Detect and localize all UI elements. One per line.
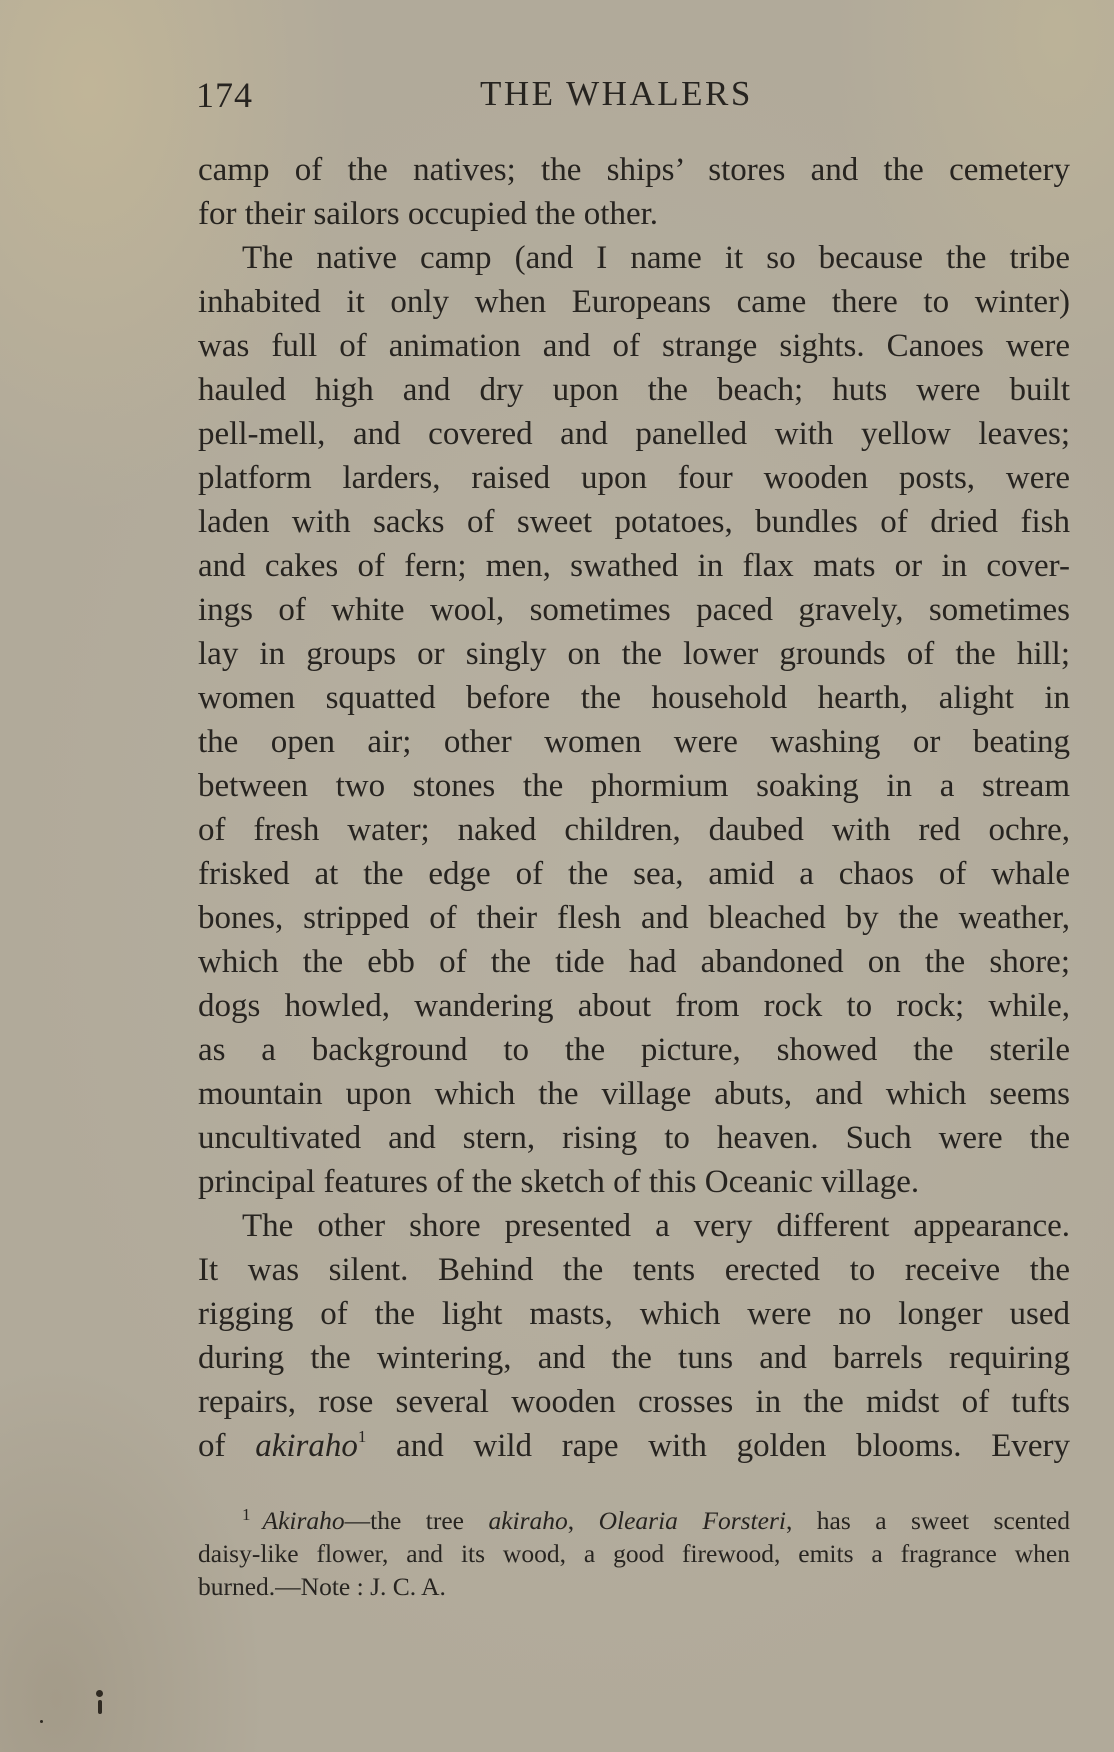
text-line: laden with sacks of sweet potatoes, bundles of dried fish	[198, 504, 1070, 540]
text-line: which the ebb of the tide had abandoned on the shore;	[198, 944, 1070, 980]
body-text	[198, 148, 1070, 1468]
text-line: inhabited it only when Europeans came there to winter)	[198, 284, 1070, 320]
text-line: for their sailors occupied the other.	[198, 196, 659, 232]
text-line-with-note	[198, 1424, 1070, 1468]
text-line: as a background to the picture, showed the sterile	[198, 1032, 1070, 1068]
text-line: pell-mell, and covered and panelled with yellow leaves;	[198, 416, 1070, 452]
text-fragment: , has a sweet scented	[785, 1506, 1070, 1535]
text-line: ings of white wool, sometimes paced gravely, sometimes	[198, 592, 1070, 628]
footnote-reference: 1	[357, 1427, 367, 1446]
footnote-line	[198, 1504, 1070, 1537]
text-line: during the wintering, and the tuns and barrels requiring	[198, 1340, 1070, 1376]
page-number: 174	[196, 75, 253, 115]
text-line: principal features of the sketch of this Oceanic village.	[198, 1164, 920, 1200]
text-line: of fresh water; naked children, daubed with red ochre,	[198, 812, 1070, 848]
text-line: rigging of the light masts, which were no longer used	[198, 1296, 1070, 1332]
text-line: frisked at the edge of the sea, amid a chaos of whale	[198, 856, 1070, 892]
ink-speck	[40, 1720, 43, 1723]
ink-speck	[96, 1690, 103, 1697]
text-fragment: of	[198, 1428, 256, 1464]
text-fragment: and wild rape with golden blooms. Every	[366, 1428, 1070, 1464]
text-fragment: —the tree	[344, 1506, 489, 1535]
footnote-line: daisy-like flower, and its wood, a good firewood, emits a fragrance when	[198, 1539, 1070, 1568]
text-line: The other shore presented a very different appearance.	[242, 1208, 1070, 1244]
text-line: and cakes of fern; men, swathed in flax mats or in cover-	[198, 548, 1070, 584]
text-line: dogs howled, wandering about from rock to rock; while,	[198, 988, 1070, 1024]
ink-speck	[98, 1700, 102, 1714]
footnote-marker: 1	[242, 1505, 251, 1524]
text-line: the open air; other women were washing or beating	[198, 724, 1070, 760]
text-line: platform larders, raised upon four wooden posts, were	[198, 460, 1070, 496]
footnote	[198, 1504, 1070, 1603]
page-header	[196, 74, 1071, 124]
text-line: camp of the natives; the ships’ stores and the cemetery	[198, 152, 1070, 188]
text-line: women squatted before the household hearth, alight in	[198, 680, 1070, 716]
footnote-term: Akiraho	[262, 1506, 345, 1535]
text-line: uncultivated and stern, rising to heaven. Such were the	[198, 1120, 1070, 1156]
text-line: hauled high and dry upon the beach; huts were built	[198, 372, 1070, 408]
footnote-line: burned.—Note : J. C. A.	[198, 1572, 446, 1601]
text-line: mountain upon which the village abuts, and which seems	[198, 1076, 1070, 1112]
text-line: between two stones the phormium soaking in a stream	[198, 768, 1070, 804]
text-line: It was silent. Behind the tents erected to receive the	[198, 1252, 1070, 1288]
text-line: lay in groups or singly on the lower grounds of the hill;	[198, 636, 1070, 672]
text-line: was full of animation and of strange sights. Canoes were	[198, 328, 1070, 364]
text-fragment: ,	[567, 1506, 599, 1535]
italic-term: akiraho	[488, 1506, 568, 1535]
italic-term: akiraho	[255, 1428, 358, 1464]
italic-term: Olearia Forsteri	[598, 1506, 786, 1535]
running-head: THE WHALERS	[480, 74, 753, 113]
text-line: bones, stripped of their flesh and bleached by the weather,	[198, 900, 1070, 936]
text-line: The native camp (and I name it so because the tribe	[242, 240, 1070, 276]
text-line: repairs, rose several wooden crosses in the midst of tufts	[198, 1384, 1070, 1420]
